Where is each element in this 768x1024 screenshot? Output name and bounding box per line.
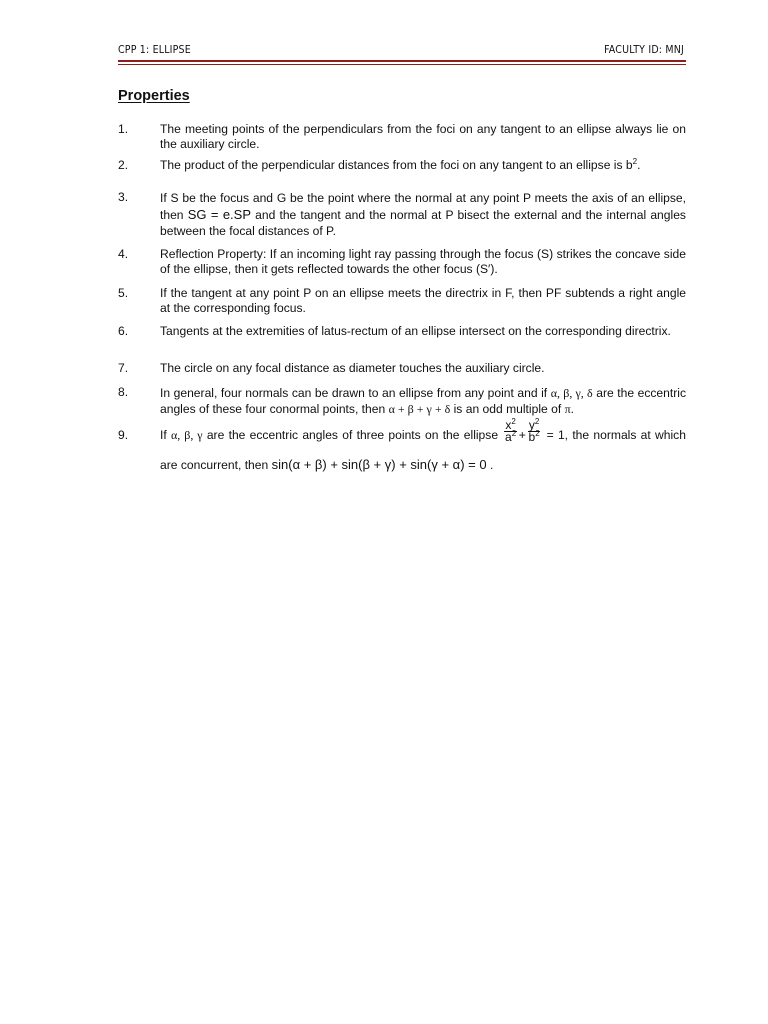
item-text-part: the normals at which are concurrent, then bbox=[160, 428, 686, 472]
item-number: 9. bbox=[118, 428, 129, 442]
item-text-part: If bbox=[160, 428, 167, 442]
item-text-part: are the eccentric angles of these four conormal points, then bbox=[160, 386, 686, 416]
item-text-part: are the eccentric angles of three points on the ellipse bbox=[206, 428, 499, 442]
greek-pi: π bbox=[564, 402, 571, 416]
list-item bbox=[118, 385, 686, 417]
list-item bbox=[118, 286, 686, 315]
section-title: Properties bbox=[118, 88, 190, 104]
equation-final: sin(α + β) + sin(β + γ) + sin(γ + α) = 0 bbox=[271, 457, 487, 472]
equation: SG = e.SP bbox=[187, 206, 252, 222]
header-rule-thick bbox=[118, 60, 686, 62]
list-item bbox=[118, 247, 686, 276]
page-header bbox=[118, 44, 684, 56]
item-text: The product of the perpendicular distances from the foci on any tangent to an ellipse is $b^2$. bbox=[160, 156, 641, 172]
item-text: In general, four normals can be drawn to an ellipse from any point and if α, β, γ, δ are the eccentric angles of these four conormal points, then α + β + γ + δ is an odd multiple of π. bbox=[160, 386, 686, 416]
item-text: If the tangent at any point P on an ellipse meets the directrix in F, then PF subtends a right angle at the corresponding focus. bbox=[160, 286, 686, 315]
greek-sum: α + β + γ + δ bbox=[388, 402, 451, 416]
fraction-y: $\frac{y^2}{b^2}$ bbox=[528, 417, 540, 445]
item-number: 8. bbox=[118, 385, 129, 399]
item-number: 5. bbox=[118, 286, 129, 300]
item-number: 2. bbox=[118, 158, 129, 172]
item-number: 7. bbox=[118, 361, 129, 375]
equation-tail: = 1, bbox=[546, 428, 569, 442]
header-rule-thin bbox=[118, 64, 686, 65]
item-text bbox=[160, 190, 686, 240]
greek-symbols: α, β, γ, δ bbox=[550, 386, 593, 400]
item-number: 1. bbox=[118, 122, 129, 136]
item-number: 6. bbox=[118, 324, 129, 338]
greek-symbols: α, β, γ bbox=[171, 428, 203, 442]
item-number: 4. bbox=[118, 247, 129, 261]
item-text-part: and the tangent and the normal at P bisect the external and the internal angles between the focal distances of P. bbox=[160, 207, 686, 238]
item-text-part: In general, four normals can be drawn to an ellipse from any point and if bbox=[160, 386, 548, 400]
item-text: If α, β, γ are the eccentric angles of three points on the ellipse $\frac{x^2}{a^2}$ + $\frac{y^2}{b^2}$ = 1, the normals at which are concurrent, then sin(α + β) + sin(β + γ) + sin(γ + α) = 0 . bbox=[160, 417, 686, 472]
list-item bbox=[118, 122, 686, 151]
item-text: Reflection Property: If an incoming light ray passing through the focus (S) strikes the concave side of the ellipse, then it gets reflected towards the other focus (S′). bbox=[160, 247, 686, 276]
item-text-part: is an odd multiple of bbox=[453, 402, 562, 416]
list-item bbox=[118, 361, 686, 376]
list-item bbox=[118, 417, 686, 480]
item-text-body: The product of the perpendicular distances from the foci on any tangent to an ellipse is b bbox=[160, 158, 633, 172]
header-right: FACULTY ID: MNJ bbox=[604, 44, 684, 56]
item-text: The circle on any focal distance as diameter touches the auxiliary circle. bbox=[160, 361, 545, 375]
list-item bbox=[118, 158, 686, 173]
item-number: 3. bbox=[118, 190, 129, 204]
list-item bbox=[118, 190, 686, 240]
item-text-part: If S be the focus and G be the point where the normal at any point P meets the axis of an ellipse, then bbox=[160, 191, 686, 222]
item-text: Tangents at the extremities of latus-rectum of an ellipse intersect on the corresponding directrix. bbox=[160, 324, 671, 338]
list-item bbox=[118, 324, 686, 339]
header-left: CPP 1: ELLIPSE bbox=[118, 44, 191, 56]
fraction-x: $\frac{x^2}{a^2}$ bbox=[505, 417, 517, 445]
item-text: The meeting points of the perpendiculars from the foci on any tangent to an ellipse always lie on the auxiliary circle. bbox=[160, 122, 686, 151]
